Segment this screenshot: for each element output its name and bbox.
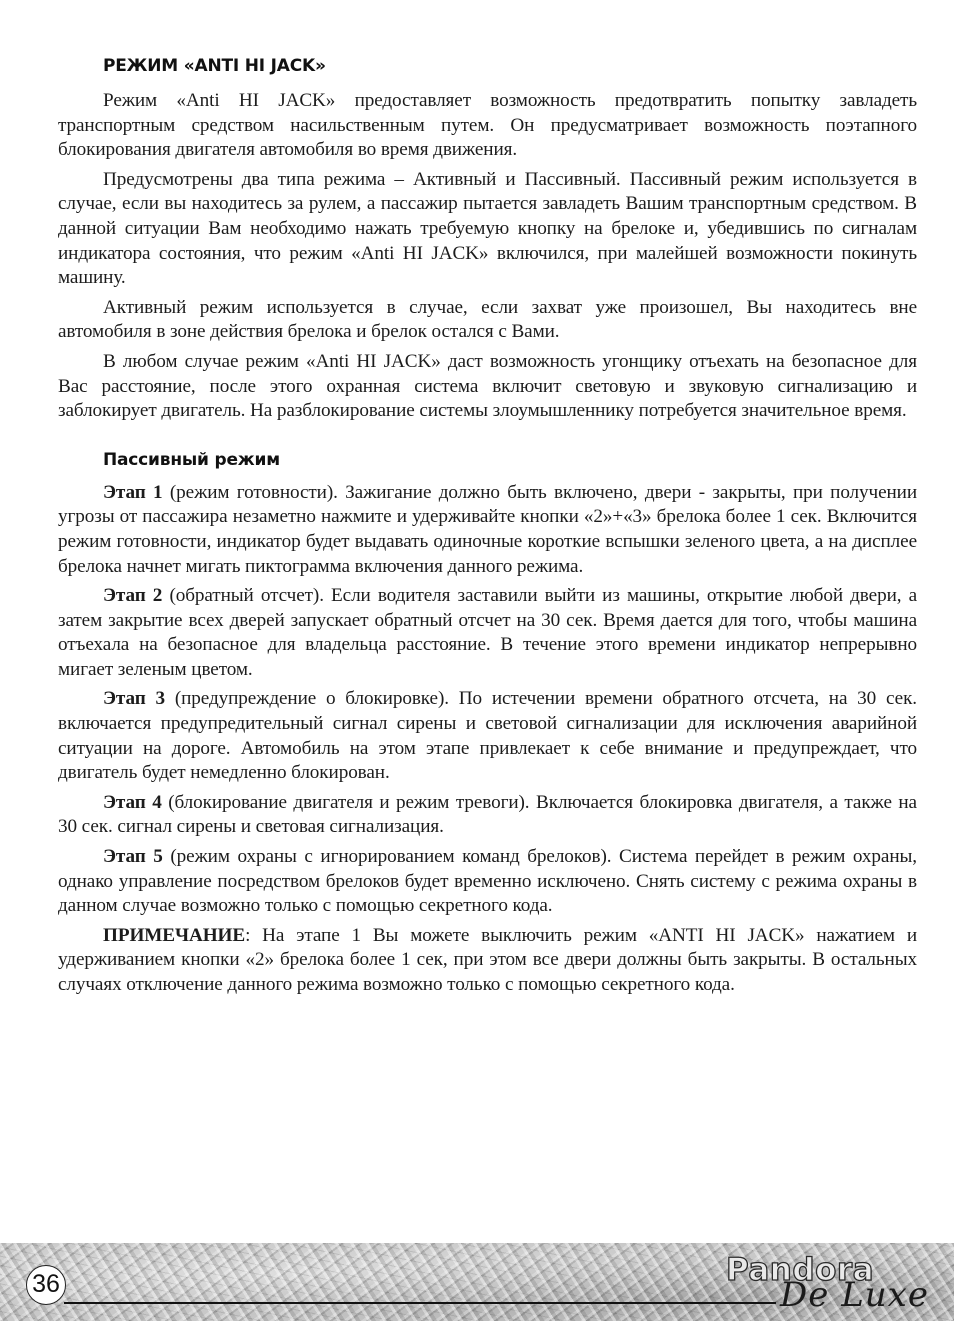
brand-logo-subtitle: De Luxe xyxy=(780,1275,929,1315)
note-text: : На этапе 1 Вы можете выключить режим «ANTI HI JACK» нажатием и удерживанием кнопки «2» брелока более 1 сек, при этом все двери должны быть закрыты. В остальных случаях отключение данного режима возможно только с помощью секретного кода. xyxy=(58,924,917,995)
paragraph: Предусмотрены два типа режима – Активный и Пассивный. Пассивный режим используется в случае, если вы находитесь за рулем, а пассажир пытается завладеть Вашим транспортным средством. В данной ситуации Вам необходимо нажать требуемую кнопку на брелоке и, убедившись по сигналам индикатора состояния, что режим «Anti HI JACK» включился, при малейшей возможности покинуть машину. xyxy=(58,168,917,289)
stage-label: Этап 4 xyxy=(103,791,162,813)
stage-paragraph xyxy=(58,481,917,579)
section-heading-anti-hijack: РЕЖИМ «ANTI HI JACK» xyxy=(103,56,326,76)
stage-label: Этап 1 xyxy=(103,481,163,503)
footer-rule xyxy=(64,1302,776,1304)
stage-text: (предупреждение о блокировке). По истечении времени обратного отсчета, на 30 сек. включается предупредительный сигнал сирены и световой сигнализации для исключения аварийной ситуации на дороге. Автомобиль на этом этапе привлекает к себе внимание и предупреждает, что двигатель будет немедленно блокирован. xyxy=(58,688,917,784)
stage-text: (режим готовности). Зажигание должно быть включено, двери - закрыты, при получении угрозы от пассажира незаметно нажмите и удерживайте кнопки «2»+«3» брелока более 1 сек. Включится режим готовности, индикатор будет выдавать одиночные короткие вспышки зеленого цвета, а на дисплее брелока начнет мигать пиктограмма включения данного режима. xyxy=(58,481,917,577)
stage-label: Этап 3 xyxy=(103,688,165,710)
stage-text: (блокирование двигателя и режим тревоги). Включается блокировка двигателя, а также на 30 сек. сигнал сирены и световая сигнализация. xyxy=(58,791,917,838)
section-heading-passive-mode: Пассивный режим xyxy=(103,449,280,470)
stage-text: (обратный отсчет). Если водителя заставили выйти из машины, открытие любой двери, а затем закрытие всех дверей запускает обратный отсчет на 30 сек. Время дается для того, чтобы машина отъехала на безопасное для владельца расстояние. В течение этого времени индикатор непрерывно мигает зеленым цветом. xyxy=(58,585,917,680)
paragraph: В любом случае режим «Anti HI JACK» даст возможность угонщику отъехать на безопасное для Вас расстояние, после этого охранная система включит световую и звуковую сигнализацию и заблокирует двигатель. На разблокирование системы злоумышленнику потребуется значительное время. xyxy=(58,350,917,422)
brand-logo: Pandora xyxy=(726,1252,875,1288)
stage-label: Этап 2 xyxy=(103,585,163,607)
paragraph: Активный режим используется в случае, если захват уже произошел, Вы находитесь вне автомобиля в зоне действия брелока и брелок остался с Вами. xyxy=(58,296,917,343)
stage-label: Этап 5 xyxy=(103,846,163,868)
stage-paragraph xyxy=(58,584,917,682)
note-label: ПРИМЕЧАНИЕ xyxy=(103,924,246,946)
stage-paragraph xyxy=(58,791,917,840)
note-paragraph xyxy=(58,924,917,998)
stage-paragraph xyxy=(58,687,917,785)
page-content xyxy=(58,56,917,1003)
stage-text: (режим охраны с игнорированием команд брелоков). Система перейдет в режим охраны, однако управление посредством брелоков будет временно исключено. Снять систему с режима охраны в данном случае возможно только с помощью секретного кода. xyxy=(58,846,917,917)
stage-paragraph xyxy=(58,845,917,919)
page-number: 36 xyxy=(26,1265,66,1305)
paragraph: Режим «Anti HI JACK» предоставляет возможность предотвратить попытку завладеть транспортным средством насильственным путем. Он предусматривает возможность поэтапного блокирования двигателя автомобиля во время движения. xyxy=(58,90,917,161)
